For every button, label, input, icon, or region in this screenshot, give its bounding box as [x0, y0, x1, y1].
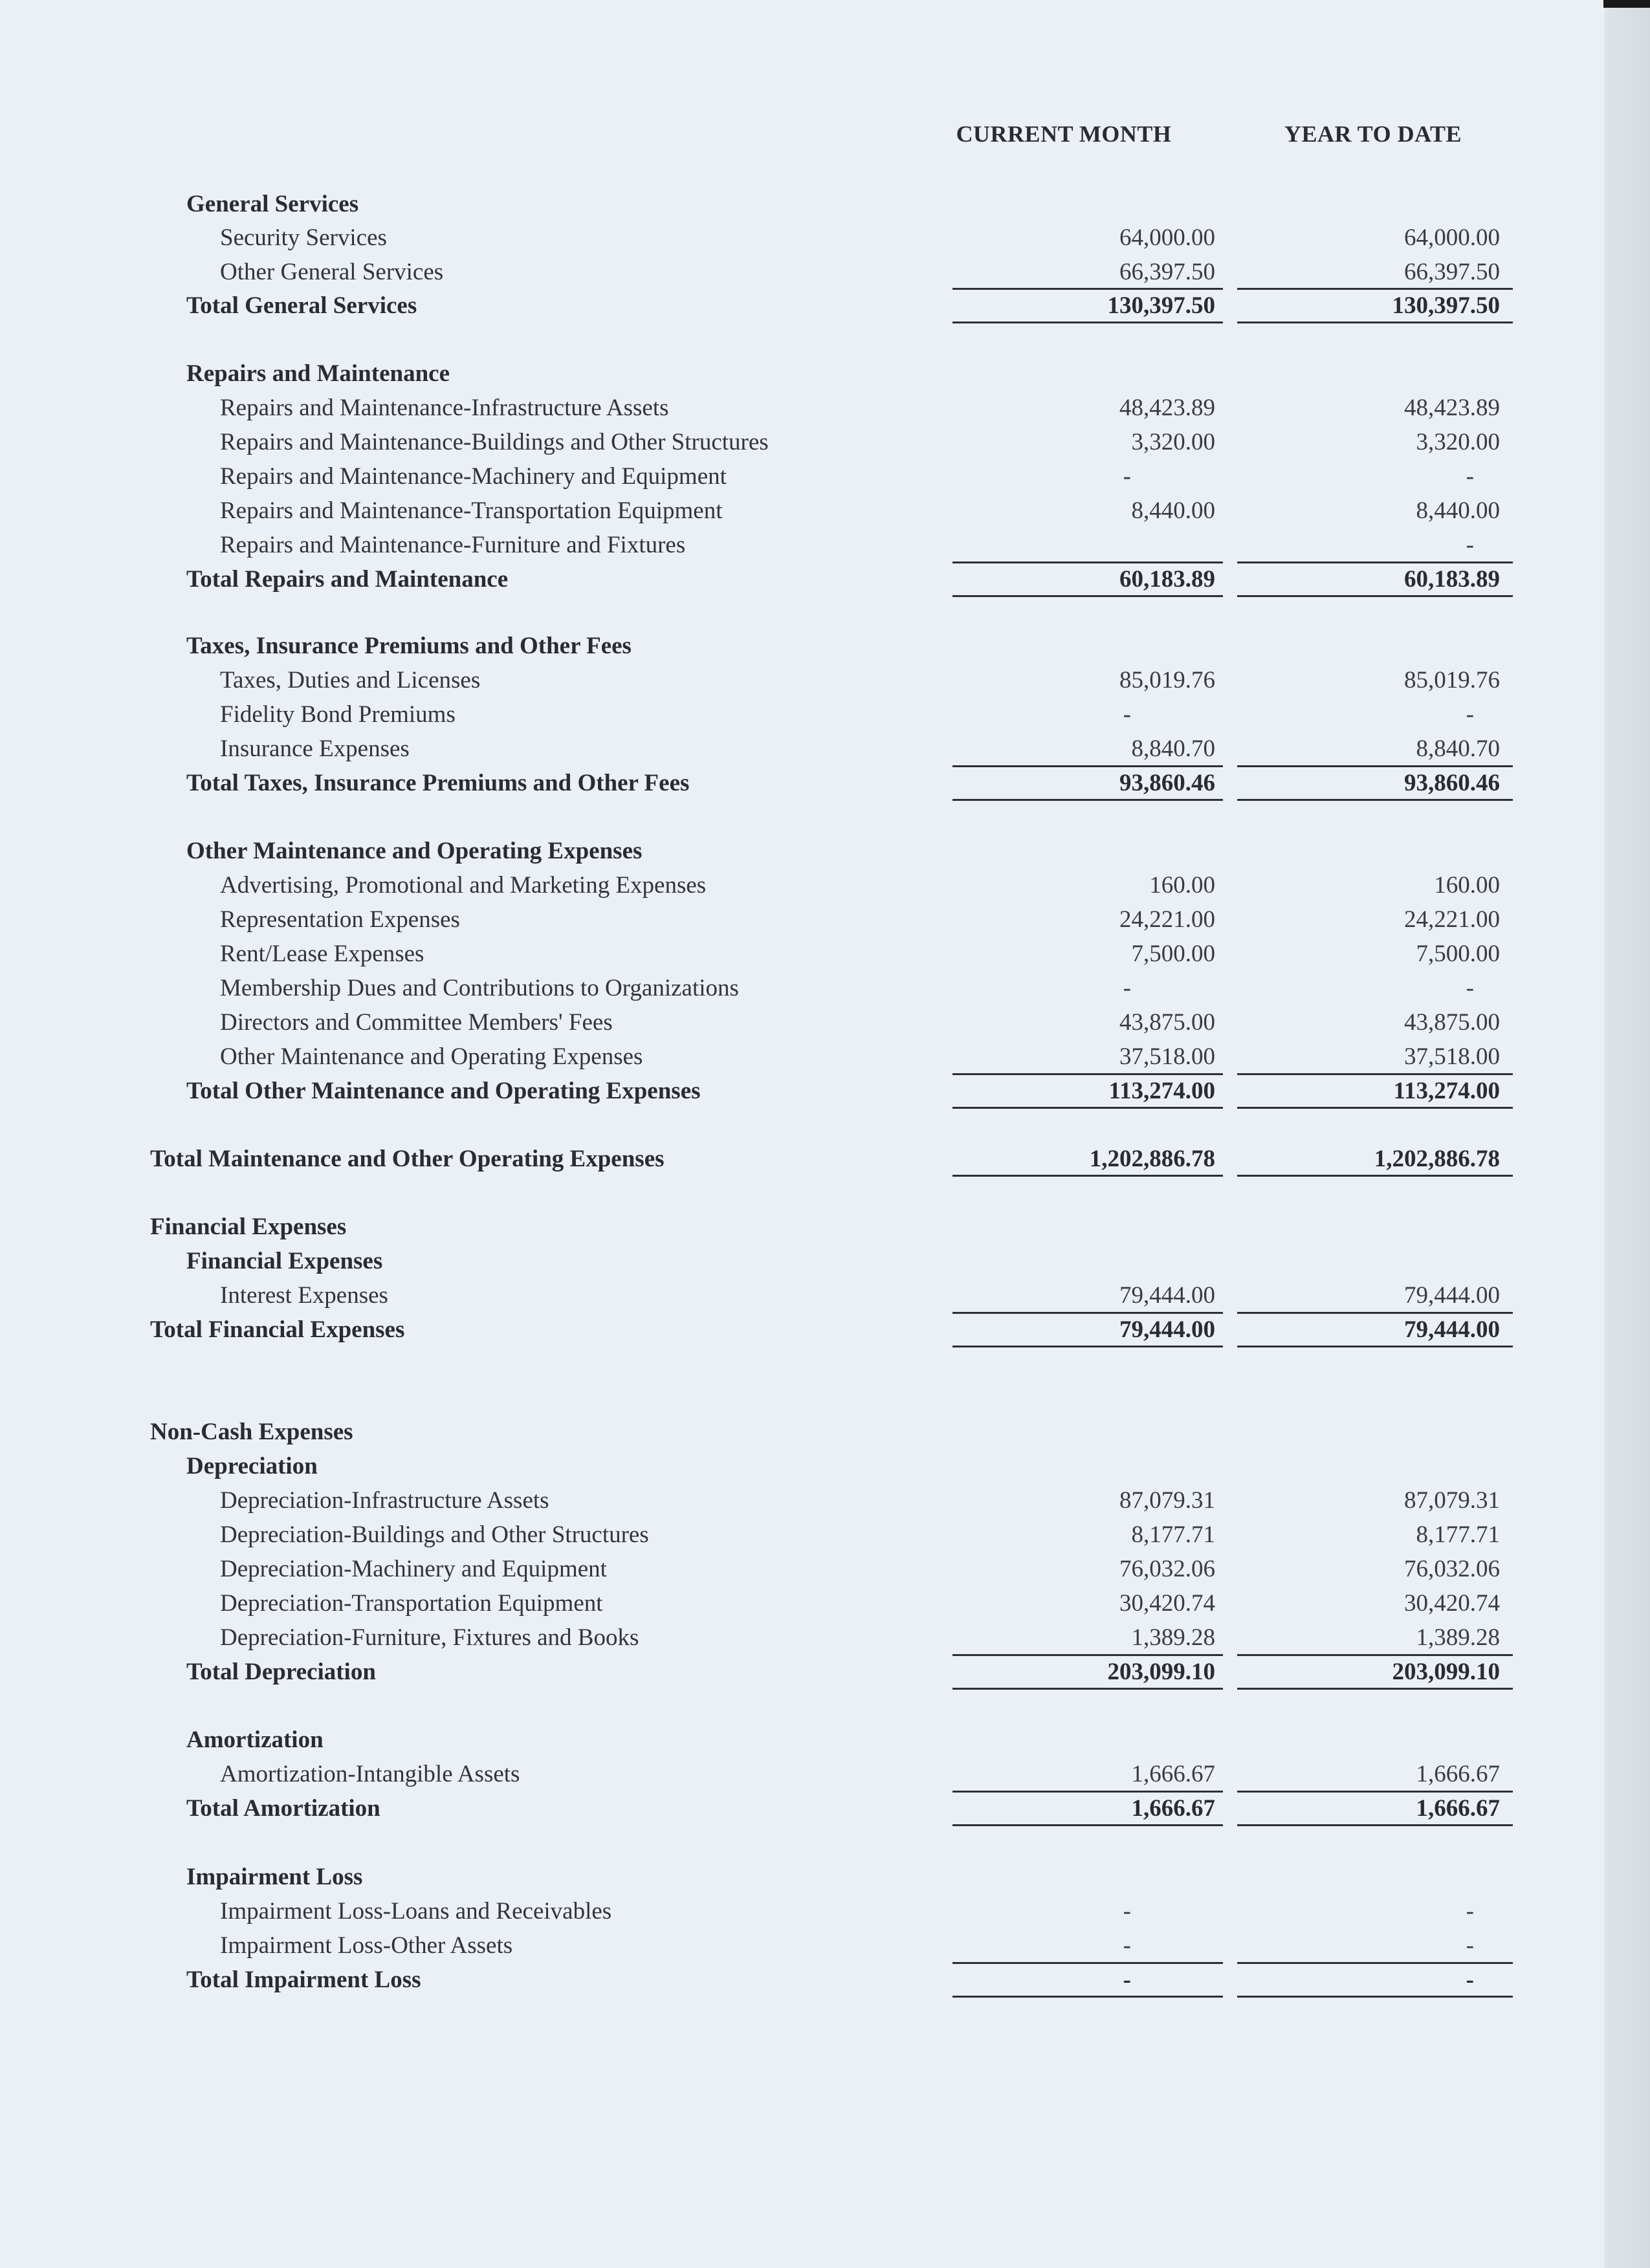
subtotal-rule: [952, 1962, 1223, 1964]
line-item-row: [0, 426, 1650, 459]
total-rule: [952, 322, 1223, 323]
year-to-date-value: 64,000.00: [1404, 224, 1500, 251]
total-rule: [952, 1107, 1223, 1109]
row-label: Representation Expenses: [220, 906, 460, 933]
section-heading: [0, 1245, 1650, 1278]
total-rule: [1237, 595, 1513, 597]
current-month-value: 8,440.00: [1131, 497, 1215, 524]
year-to-date-value: 1,202,886.78: [1374, 1146, 1500, 1172]
subtotal-rule: [1237, 1791, 1513, 1793]
current-month-value: -: [1123, 1967, 1131, 1993]
section-heading: [0, 1723, 1650, 1757]
total-rule: [952, 1688, 1223, 1690]
year-to-date-value: 48,423.89: [1404, 395, 1500, 421]
row-label: Impairment Loss-Other Assets: [220, 1932, 513, 1959]
line-item-row: [0, 1758, 1650, 1791]
current-month-value: 1,666.67: [1131, 1761, 1215, 1787]
subtotal-rule: [952, 765, 1223, 767]
line-item-row: [0, 1279, 1650, 1313]
year-to-date-value: 8,177.71: [1416, 1521, 1500, 1548]
current-month-value: 85,019.76: [1119, 667, 1215, 693]
row-label: Interest Expenses: [220, 1282, 388, 1309]
total-row: [0, 1963, 1650, 1997]
current-month-value: 8,177.71: [1131, 1521, 1215, 1548]
year-to-date-value: 60,183.89: [1404, 566, 1500, 593]
row-label: Repairs and Maintenance: [186, 360, 450, 387]
row-label: Amortization-Intangible Assets: [220, 1761, 520, 1787]
total-rule: [1237, 322, 1513, 323]
year-to-date-value: 37,518.00: [1404, 1043, 1500, 1070]
line-item-row: [0, 221, 1650, 255]
row-label: Depreciation-Infrastructure Assets: [220, 1487, 549, 1514]
year-to-date-value: 8,440.00: [1416, 497, 1500, 524]
year-to-date-value: 1,389.28: [1416, 1624, 1500, 1651]
total-rule: [952, 1996, 1223, 1998]
row-label: Total Repairs and Maintenance: [186, 566, 509, 593]
row-label: Financial Expenses: [186, 1248, 383, 1274]
row-label: Rent/Lease Expenses: [220, 941, 424, 967]
section-heading: [0, 1210, 1650, 1244]
subtotal-rule: [1237, 562, 1513, 563]
current-month-value: -: [1123, 701, 1131, 728]
row-label: Amortization: [186, 1727, 324, 1753]
subtotal-rule: [1237, 1962, 1513, 1964]
section-heading: [0, 1415, 1650, 1449]
total-rule: [952, 799, 1223, 801]
current-month-value: 60,183.89: [1119, 566, 1215, 593]
row-label: Repairs and Maintenance-Furniture and Fixtures: [220, 532, 686, 558]
current-month-value: 130,397.50: [1107, 292, 1215, 319]
row-label: Other Maintenance and Operating Expenses: [220, 1043, 643, 1070]
line-item-row: [0, 664, 1650, 697]
row-label: Total General Services: [186, 292, 417, 319]
current-month-value: 203,099.10: [1107, 1659, 1215, 1685]
subtotal-rule: [1237, 765, 1513, 767]
current-month-value: 8,840.70: [1131, 736, 1215, 762]
total-row: [0, 1792, 1650, 1826]
year-to-date-value: 93,860.46: [1404, 770, 1500, 796]
year-to-date-value: -: [1466, 532, 1474, 558]
total-rule: [1237, 1824, 1513, 1826]
total-row: [0, 767, 1650, 800]
row-label: Impairment Loss: [186, 1864, 363, 1890]
current-month-value: 1,666.67: [1131, 1795, 1215, 1822]
row-label: Depreciation-Transportation Equipment: [220, 1590, 603, 1617]
year-to-date-value: 76,032.06: [1404, 1556, 1500, 1582]
row-label: Fidelity Bond Premiums: [220, 701, 456, 728]
subtotal-rule: [952, 1791, 1223, 1793]
total-rule: [1237, 1175, 1513, 1177]
section-heading: [0, 188, 1650, 221]
current-month-value: -: [1123, 975, 1131, 1001]
current-month-value: 30,420.74: [1119, 1590, 1215, 1617]
line-item-row: [0, 1895, 1650, 1928]
section-heading: [0, 357, 1650, 391]
line-item-row: [0, 1040, 1650, 1074]
line-item-row: [0, 1484, 1650, 1518]
row-label: Taxes, Duties and Licenses: [220, 667, 481, 693]
year-to-date-value: 85,019.76: [1404, 667, 1500, 693]
year-to-date-value: 66,397.50: [1404, 259, 1500, 285]
current-month-value: 79,444.00: [1119, 1282, 1215, 1309]
current-month-value: 48,423.89: [1119, 395, 1215, 421]
row-label: Repairs and Maintenance-Transportation Equipment: [220, 497, 723, 524]
current-month-value: 160.00: [1149, 872, 1215, 899]
year-to-date-value: -: [1466, 1898, 1474, 1925]
total-rule: [1237, 1688, 1513, 1690]
line-item-row: [0, 256, 1650, 289]
total-rule: [1237, 1107, 1513, 1109]
total-row: [0, 563, 1650, 596]
year-to-date-value: -: [1466, 701, 1474, 728]
row-label: Repairs and Maintenance-Machinery and Equipment: [220, 463, 727, 490]
current-month-value: -: [1123, 1898, 1131, 1925]
current-month-value: 113,274.00: [1108, 1078, 1215, 1104]
subtotal-rule: [1237, 288, 1513, 290]
year-to-date-value: 87,079.31: [1404, 1487, 1500, 1514]
current-month-value: 3,320.00: [1131, 429, 1215, 455]
subtotal-rule: [952, 1312, 1223, 1314]
row-label: Total Other Maintenance and Operating Expenses: [186, 1078, 701, 1104]
current-month-value: 1,389.28: [1131, 1624, 1215, 1651]
row-label: Total Impairment Loss: [186, 1967, 421, 1993]
year-to-date-value: -: [1466, 463, 1474, 490]
current-month-value: 66,397.50: [1119, 259, 1215, 285]
line-item-row: [0, 1518, 1650, 1552]
year-to-date-value: 130,397.50: [1392, 292, 1500, 319]
column-header-year-to-date: YEAR TO DATE: [1284, 121, 1462, 147]
year-to-date-value: -: [1466, 975, 1474, 1001]
total-rule: [952, 1824, 1223, 1826]
row-label: Financial Expenses: [150, 1214, 347, 1240]
current-month-value: 76,032.06: [1119, 1556, 1215, 1582]
total-row: [0, 1655, 1650, 1689]
year-to-date-value: -: [1466, 1932, 1474, 1959]
current-month-value: 24,221.00: [1119, 906, 1215, 933]
total-rule: [1237, 1346, 1513, 1347]
row-label: Total Maintenance and Other Operating Expenses: [150, 1146, 665, 1172]
year-to-date-value: 1,666.67: [1416, 1761, 1500, 1787]
section-heading: [0, 1860, 1650, 1894]
row-label: Repairs and Maintenance-Buildings and Other Structures: [220, 429, 769, 455]
line-item-row: [0, 903, 1650, 937]
line-item-row: [0, 698, 1650, 732]
current-month-value: 79,444.00: [1119, 1316, 1215, 1343]
subtotal-rule: [952, 1073, 1223, 1075]
year-to-date-value: 3,320.00: [1416, 429, 1500, 455]
year-to-date-value: 113,274.00: [1393, 1078, 1500, 1104]
row-label: Repairs and Maintenance-Infrastructure Assets: [220, 395, 669, 421]
line-item-row: [0, 1621, 1650, 1655]
year-to-date-value: 160.00: [1434, 872, 1500, 899]
current-month-value: 7,500.00: [1131, 941, 1215, 967]
year-to-date-value: 79,444.00: [1404, 1316, 1500, 1343]
total-rule: [952, 1346, 1223, 1347]
column-header-current-month: CURRENT MONTH: [956, 121, 1172, 147]
total-row: [0, 289, 1650, 323]
row-label: Non-Cash Expenses: [150, 1419, 353, 1445]
row-label: Depreciation-Machinery and Equipment: [220, 1556, 607, 1582]
current-month-value: 1,202,886.78: [1089, 1146, 1215, 1172]
row-label: General Services: [186, 191, 359, 217]
current-month-value: 87,079.31: [1119, 1487, 1215, 1514]
row-label: Insurance Expenses: [220, 736, 410, 762]
line-item-row: [0, 937, 1650, 971]
row-label: Total Amortization: [186, 1795, 380, 1822]
year-to-date-value: 8,840.70: [1416, 736, 1500, 762]
row-label: Total Taxes, Insurance Premiums and Other Fees: [186, 770, 690, 796]
section-heading: [0, 834, 1650, 868]
line-item-row: [0, 391, 1650, 425]
row-label: Taxes, Insurance Premiums and Other Fees: [186, 633, 632, 659]
line-item-row: [0, 869, 1650, 902]
line-item-row: [0, 1006, 1650, 1040]
subtotal-rule: [1237, 1312, 1513, 1314]
row-label: Depreciation-Buildings and Other Structures: [220, 1521, 649, 1548]
subtotal-rule: [952, 1654, 1223, 1656]
total-row: [0, 1142, 1650, 1176]
subtotal-rule: [1237, 1654, 1513, 1656]
line-item-row: [0, 1553, 1650, 1586]
row-label: Directors and Committee Members' Fees: [220, 1009, 613, 1036]
year-to-date-value: 24,221.00: [1404, 906, 1500, 933]
year-to-date-value: 30,420.74: [1404, 1590, 1500, 1617]
total-rule: [1237, 1996, 1513, 1998]
year-to-date-value: -: [1466, 1967, 1474, 1993]
total-row: [0, 1313, 1650, 1347]
row-label: Total Financial Expenses: [150, 1316, 405, 1343]
row-label: Total Depreciation: [186, 1659, 376, 1685]
year-to-date-value: 79,444.00: [1404, 1282, 1500, 1309]
line-item-row: [0, 1587, 1650, 1620]
row-label: Depreciation-Furniture, Fixtures and Books: [220, 1624, 639, 1651]
row-label: Advertising, Promotional and Marketing Expenses: [220, 872, 707, 899]
row-label: Impairment Loss-Loans and Receivables: [220, 1898, 612, 1925]
row-label: Other General Services: [220, 259, 444, 285]
total-row: [0, 1074, 1650, 1108]
line-item-row: [0, 529, 1650, 562]
line-item-row: [0, 460, 1650, 494]
year-to-date-value: 1,666.67: [1416, 1795, 1500, 1822]
total-rule: [1237, 799, 1513, 801]
current-month-value: 64,000.00: [1119, 224, 1215, 251]
year-to-date-value: 43,875.00: [1404, 1009, 1500, 1036]
year-to-date-value: 7,500.00: [1416, 941, 1500, 967]
line-item-row: [0, 972, 1650, 1005]
current-month-value: 93,860.46: [1119, 770, 1215, 796]
current-month-value: 37,518.00: [1119, 1043, 1215, 1070]
total-rule: [952, 595, 1223, 597]
year-to-date-value: 203,099.10: [1392, 1659, 1500, 1685]
subtotal-rule: [1237, 1073, 1513, 1075]
current-month-value: -: [1123, 463, 1131, 490]
section-heading: [0, 1450, 1650, 1483]
section-heading: [0, 629, 1650, 663]
row-label: Membership Dues and Contributions to Organizations: [220, 975, 739, 1001]
current-month-value: 43,875.00: [1119, 1009, 1215, 1036]
current-month-value: -: [1123, 1932, 1131, 1959]
subtotal-rule: [952, 562, 1223, 563]
line-item-row: [0, 732, 1650, 766]
line-item-row: [0, 494, 1650, 528]
line-item-row: [0, 1929, 1650, 1963]
row-label: Depreciation: [186, 1453, 318, 1479]
total-rule: [952, 1175, 1223, 1177]
subtotal-rule: [952, 288, 1223, 290]
row-label: Other Maintenance and Operating Expenses: [186, 838, 643, 864]
row-label: Security Services: [220, 224, 387, 251]
